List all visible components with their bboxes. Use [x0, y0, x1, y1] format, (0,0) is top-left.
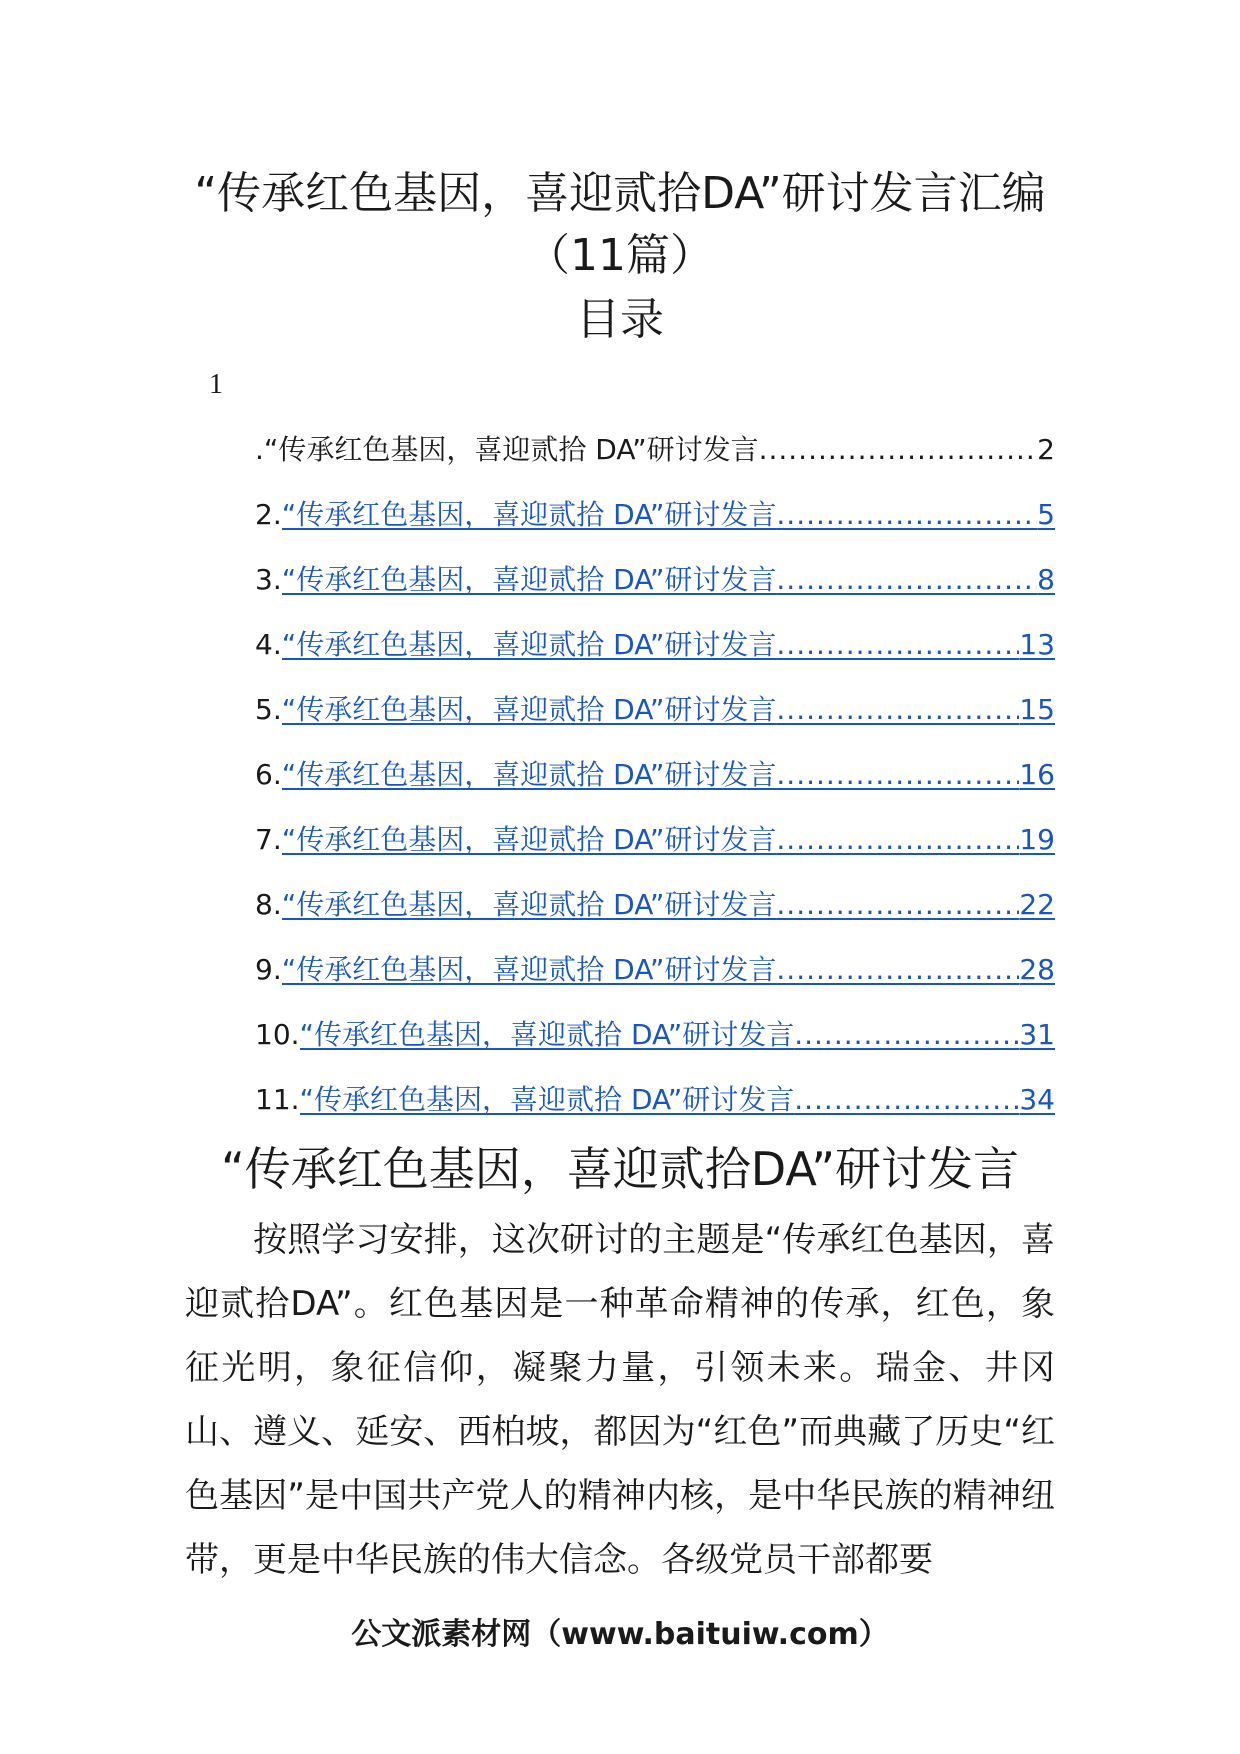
- toc-heading: 目录: [576, 294, 664, 345]
- toc-page-number: 31: [1019, 1018, 1055, 1051]
- toc-item-number: 11.: [255, 1083, 300, 1116]
- toc-item-number: 6.: [255, 758, 282, 791]
- toc-item-title: “传承红色基因，喜迎贰拾 DA”研讨发言: [281, 888, 777, 921]
- toc-item: [255, 619, 1055, 684]
- toc-item-number: 2.: [255, 498, 282, 531]
- toc-item-number: 8.: [255, 888, 282, 921]
- body-paragraph-text: 按照学习安排，这次研讨的主题是“传承红色基因，喜迎贰拾DA”。红色基因是一种革命精神的传承，红色，象征光明，象征信仰，凝聚力量，引领未来。瑞金、井冈山、遵义、延安、西柏坡，都因为“红色”而典藏了历史“红色基因”是中国共产党人的精神内核，是中华民族的精神纽带，更是中华民族的伟大信念。各级党员干部都要: [185, 1220, 1055, 1580]
- toc-leader-dots: [794, 1074, 1019, 1126]
- toc-item-title: “传承红色基因，喜迎贰拾 DA”研讨发言: [281, 693, 777, 726]
- toc-item-title: .“传承红色基因，喜迎贰拾 DA”研讨发言: [255, 433, 759, 466]
- toc-link[interactable]: [282, 749, 1055, 801]
- toc-item: [255, 554, 1055, 619]
- toc-item: [255, 424, 1055, 489]
- section-heading: “传承红色基因，喜迎贰拾DA”研讨发言: [220, 1142, 1020, 1196]
- toc-page-number: 5: [1037, 498, 1055, 531]
- toc-item: [255, 1009, 1055, 1074]
- toc-link[interactable]: [255, 424, 1055, 476]
- toc-item-title: “传承红色基因，喜迎贰拾 DA”研讨发言: [281, 563, 777, 596]
- toc-item: [255, 489, 1055, 554]
- toc-item-number: 4.: [255, 628, 282, 661]
- toc-item: [255, 1074, 1055, 1139]
- toc-leader-dots: [776, 879, 1019, 931]
- toc-item: [255, 879, 1055, 944]
- toc-leader-dots: [776, 814, 1019, 866]
- toc-page-number: 22: [1019, 888, 1055, 921]
- toc-leader-dots: [776, 619, 1019, 671]
- toc-link[interactable]: [300, 1074, 1055, 1126]
- toc-item-title: “传承红色基因，喜迎贰拾 DA”研讨发言: [299, 1018, 795, 1051]
- toc-page-number: 34: [1019, 1083, 1055, 1116]
- toc-leader-dots: [776, 489, 1037, 541]
- toc-page-number: 8: [1037, 563, 1055, 596]
- toc-item: [255, 749, 1055, 814]
- toc-item-title: “传承红色基因，喜迎贰拾 DA”研讨发言: [299, 1083, 795, 1116]
- toc-item: [255, 944, 1055, 1009]
- toc-item-number: 10.: [255, 1018, 300, 1051]
- toc-link[interactable]: [282, 684, 1055, 736]
- toc-link[interactable]: [282, 554, 1055, 606]
- toc-item-title: “传承红色基因，喜迎贰拾 DA”研讨发言: [281, 823, 777, 856]
- toc-page-number: 13: [1019, 628, 1055, 661]
- toc-page-number: 15: [1019, 693, 1055, 726]
- toc-item-title: “传承红色基因，喜迎贰拾 DA”研讨发言: [281, 498, 777, 531]
- toc-link[interactable]: [282, 814, 1055, 866]
- toc-item-title: “传承红色基因，喜迎贰拾 DA”研讨发言: [281, 953, 777, 986]
- toc-link[interactable]: [282, 489, 1055, 541]
- toc-item-number: 3.: [255, 563, 282, 596]
- toc-page-number: 2: [1037, 433, 1055, 466]
- toc-page-number: 19: [1019, 823, 1055, 856]
- toc-link[interactable]: [282, 944, 1055, 996]
- footer-watermark: 公文派素材网（www.baituiw.com）: [351, 1617, 889, 1652]
- toc-item-number: 5.: [255, 693, 282, 726]
- toc-item: [255, 814, 1055, 879]
- toc-link[interactable]: [282, 879, 1055, 931]
- toc-leader-dots: [794, 1009, 1019, 1061]
- toc-link[interactable]: [282, 619, 1055, 671]
- toc-item: [255, 684, 1055, 749]
- toc-leader-dots: [776, 554, 1037, 606]
- toc-link[interactable]: [300, 1009, 1055, 1061]
- toc-leader-dots: [759, 424, 1038, 476]
- toc-item-title: “传承红色基因，喜迎贰拾 DA”研讨发言: [281, 628, 777, 661]
- table-of-contents: [255, 424, 1055, 1139]
- toc-item-number: 7.: [255, 823, 282, 856]
- toc-leader-dots: [776, 944, 1019, 996]
- toc-item-title: “传承红色基因，喜迎贰拾 DA”研讨发言: [281, 758, 777, 791]
- toc-page-number: 28: [1019, 953, 1055, 986]
- toc-item-number: 9.: [255, 953, 282, 986]
- document-title: “传承红色基因，喜迎贰拾DA”研讨发言汇编（11篇）: [194, 168, 1046, 281]
- toc-leader-dots: [776, 684, 1019, 736]
- toc-marker: 1: [209, 369, 223, 400]
- toc-leader-dots: [776, 749, 1019, 801]
- body-paragraph: [185, 1208, 1055, 1592]
- toc-page-number: 16: [1019, 758, 1055, 791]
